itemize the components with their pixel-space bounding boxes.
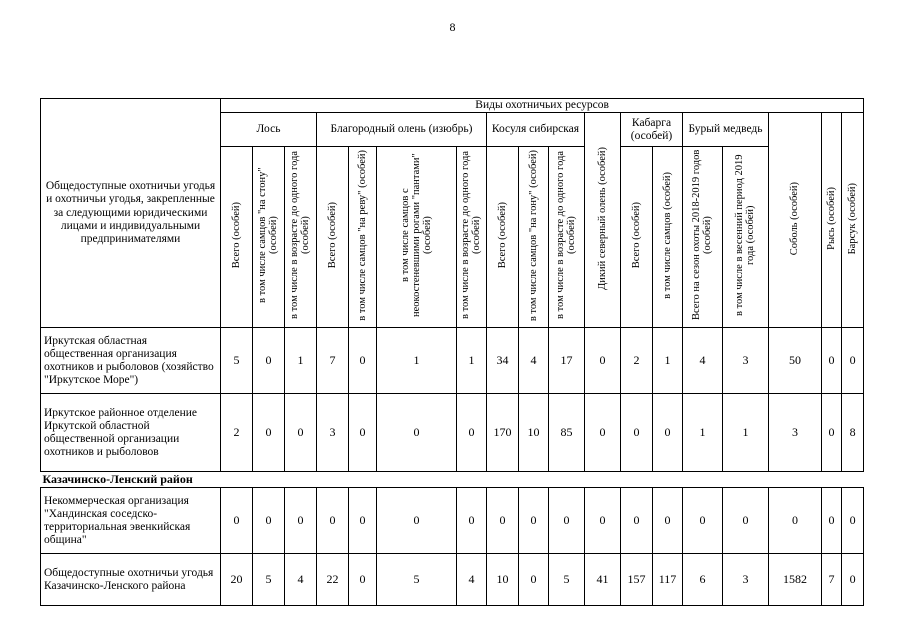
group-header: Виды охотничьих ресурсов (221, 99, 864, 113)
species-roe-deer: Косуля сибирская (487, 113, 585, 147)
sub-header: в том числе самцов (особей) (653, 147, 683, 328)
species-badger: Барсук (особей) (842, 113, 864, 328)
value-cell: 4 (519, 328, 549, 394)
value-cell: 3 (317, 394, 349, 472)
value-cell: 0 (621, 488, 653, 554)
value-cell: 5 (549, 554, 585, 606)
value-cell: 0 (822, 394, 842, 472)
value-cell: 2 (221, 394, 253, 472)
value-cell: 117 (653, 554, 683, 606)
value-cell: 4 (457, 554, 487, 606)
value-cell: 22 (317, 554, 349, 606)
value-cell: 0 (621, 394, 653, 472)
value-cell: 7 (317, 328, 349, 394)
value-cell: 0 (842, 554, 864, 606)
value-cell: 0 (253, 328, 285, 394)
value-cell: 0 (457, 488, 487, 554)
value-cell: 0 (585, 394, 621, 472)
value-cell: 0 (377, 394, 457, 472)
species-red-deer: Благородный олень (изюбрь) (317, 113, 487, 147)
value-cell: 3 (723, 328, 769, 394)
value-cell: 0 (349, 488, 377, 554)
row-label-header: Общедоступные охотничьи угодья и охотничьи угодья, закрепленные за следующими юридическими лицами и индивидуальными предпринимателями (41, 99, 221, 328)
row-name: Общедоступные охотничьи угодья Казачинско-Ленского района (41, 554, 221, 606)
value-cell: 0 (653, 394, 683, 472)
value-cell: 1 (653, 328, 683, 394)
value-cell: 0 (585, 328, 621, 394)
species-reindeer: Дикий северный олень (особей) (585, 113, 621, 328)
sub-header: в том числе в возрасте до одного года (особей) (549, 147, 585, 328)
value-cell: 0 (653, 488, 683, 554)
value-cell: 0 (221, 488, 253, 554)
value-cell: 0 (842, 328, 864, 394)
value-cell: 0 (349, 328, 377, 394)
sub-header: Всего (особей) (487, 147, 519, 328)
value-cell: 0 (349, 394, 377, 472)
value-cell: 170 (487, 394, 519, 472)
value-cell: 1 (285, 328, 317, 394)
hunting-resources-table (40, 98, 864, 606)
value-cell: 41 (585, 554, 621, 606)
value-cell: 0 (822, 328, 842, 394)
value-cell: 1 (683, 394, 723, 472)
table-row (41, 488, 864, 554)
value-cell: 10 (519, 394, 549, 472)
species-lynx: Рысь (особей) (822, 113, 842, 328)
row-name: Некоммерческая организация "Хандинская соседско-территориальная эвенкийская община" (41, 488, 221, 554)
value-cell: 0 (842, 488, 864, 554)
sub-header: в том числе в весенний период 2019 года (особей) (723, 147, 769, 328)
sub-header: в том числе в возрасте до одного года (особей) (285, 147, 317, 328)
sub-header: Всего (особей) (621, 147, 653, 328)
value-cell: 0 (457, 394, 487, 472)
value-cell: 0 (519, 488, 549, 554)
value-cell: 1 (457, 328, 487, 394)
value-cell: 7 (822, 554, 842, 606)
row-name: Иркутское районное отделение Иркутской областной общественной организации охотников и рыболовов (41, 394, 221, 472)
section-title: Казачинско-Ленский район (41, 472, 864, 488)
value-cell: 85 (549, 394, 585, 472)
species-brown-bear: Бурый медведь (683, 113, 769, 147)
value-cell: 0 (377, 488, 457, 554)
value-cell: 20 (221, 554, 253, 606)
value-cell: 0 (285, 394, 317, 472)
table-row (41, 328, 864, 394)
value-cell: 10 (487, 554, 519, 606)
value-cell: 34 (487, 328, 519, 394)
value-cell: 0 (519, 554, 549, 606)
value-cell: 5 (377, 554, 457, 606)
value-cell: 3 (769, 394, 822, 472)
sub-header: Всего на сезон охоты 2018-2019 годов (особей) (683, 147, 723, 328)
species-elk: Лось (221, 113, 317, 147)
table-row (41, 394, 864, 472)
value-cell: 1582 (769, 554, 822, 606)
sub-header: в том числе самцов "на реву" (особей) (349, 147, 377, 328)
value-cell: 0 (487, 488, 519, 554)
value-cell: 4 (285, 554, 317, 606)
page-number: 8 (449, 20, 456, 34)
value-cell: 0 (723, 488, 769, 554)
value-cell: 6 (683, 554, 723, 606)
sub-header: в том числе самцов с неокостеневшими рогами "пантами" (особей) (377, 147, 457, 328)
value-cell: 50 (769, 328, 822, 394)
value-cell: 0 (769, 488, 822, 554)
value-cell: 2 (621, 328, 653, 394)
sub-header: Всего (особей) (317, 147, 349, 328)
value-cell: 157 (621, 554, 653, 606)
value-cell: 5 (221, 328, 253, 394)
sub-header: в том числе в возрасте до одного года (особей) (457, 147, 487, 328)
sub-header: в том числе самцов "на стону" (особей) (253, 147, 285, 328)
value-cell: 0 (285, 488, 317, 554)
table-row (41, 554, 864, 606)
sub-header: Всего (особей) (221, 147, 253, 328)
value-cell: 1 (723, 394, 769, 472)
row-name: Иркутская областная общественная организация охотников и рыболовов (хозяйство "Иркутское Море") (41, 328, 221, 394)
value-cell: 0 (349, 554, 377, 606)
value-cell: 0 (549, 488, 585, 554)
value-cell: 1 (377, 328, 457, 394)
value-cell: 0 (317, 488, 349, 554)
value-cell: 3 (723, 554, 769, 606)
value-cell: 0 (253, 488, 285, 554)
value-cell: 17 (549, 328, 585, 394)
value-cell: 0 (585, 488, 621, 554)
value-cell: 8 (842, 394, 864, 472)
value-cell: 5 (253, 554, 285, 606)
value-cell: 0 (822, 488, 842, 554)
species-musk-deer: Кабарга (особей) (621, 113, 683, 147)
value-cell: 0 (683, 488, 723, 554)
sub-header: в том числе самцов "на гону" (особей) (519, 147, 549, 328)
value-cell: 4 (683, 328, 723, 394)
species-sable: Соболь (особей) (769, 113, 822, 328)
value-cell: 0 (253, 394, 285, 472)
